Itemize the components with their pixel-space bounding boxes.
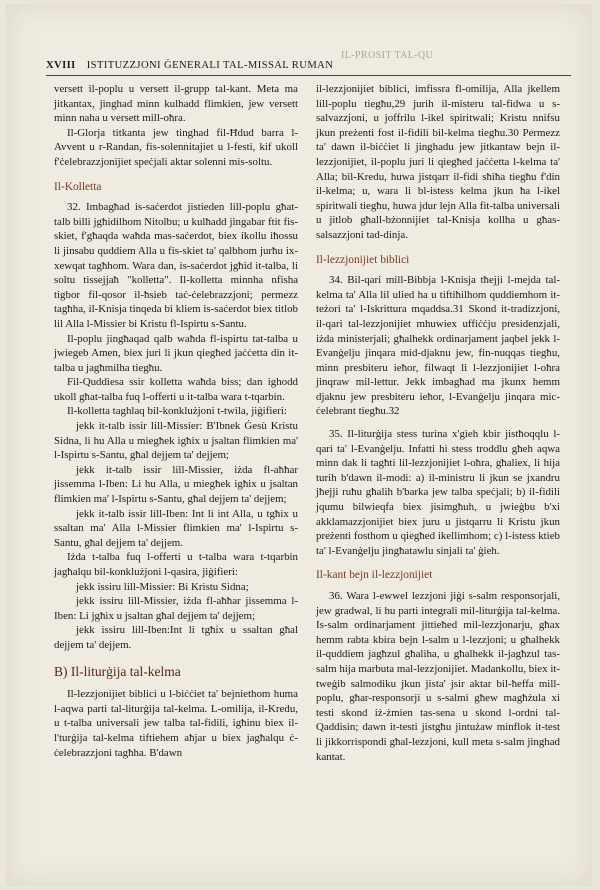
paragraph-32: 32. Imbagħad is-saċerdot jistieden lill-poplu għat-talb billi jgħidilhom Nitolbu; u kulħadd jingabar ftit fis-skiet, f'għaqda waħda mas-saċerdot, biex ikollu iħossu li jinsabu quddiem Alla u fis-skiet ta' qalbhom jurħu ix-xewqat tagħhom. Wara dan, is-saċerdot jgħid it-talba, li soltu tissejjaħ "kolletta". Il-kolletta minnha nfisha tigbor fil-qosor il-ħsieb taċ-ċelebrazzjoni; permezz tagħha, il-Knisja tinqeda bi kliem is-saċerdot biex titlob lil Alla l-Missier bi Kristu fl-Ispirtu s-Santu. bbox=[54, 201, 298, 330]
heading-liturgija-tal-kelma: B) Il-liturġija tal-kelma bbox=[54, 663, 181, 679]
paragraph-34: 34. Bil-qari mill-Bibbja l-Knisja tħejji l-mejda tal-kelma ta' Alla lil ulied ha u tiftiħilhom quddiemhom it-teżori ta' l-Iskrittura mqaddsa.31 Skond it-tradizzjoni, il-qari tal-lezzjonijiet mhuwiex uffiċċju presidenzjali, iżda ministerjali; għalhekk ordinarjament jaqbel jekk l-Evanġelju jinqara mid-djaknu jew, fin-nuqqas tiegħu, minn presbiteru ieħor, filwaqt li l-lezzjonijiet l-oħra jinqraw mil-lettur. Jekk imbagħad ma jkunx hemm djaknu jew presbiteru ieħor, l-Evanġelju jinqara mic-ċelebrant tiegħu.32 bbox=[316, 274, 560, 418]
running-header bbox=[46, 60, 571, 71]
paragraph-poplu: Il-poplu jingħaqad qalb waħda fl-ispirtu tat-talba u jwiegeb Amen, biex juri li jkun qiegħed jaċċetta din it-talba u jagħmilha tiegħu. bbox=[54, 332, 298, 374]
paragraph-intro: versett il-poplu u versett il-grupp tal-kant. Meta ma jitkantax, jinghad minn kulhadd flimkien, jew versett minn naha u versett mill-oħra. bbox=[54, 83, 298, 125]
book-page bbox=[6, 4, 592, 886]
heading-kant-bejn-lezzjonijiet: Il-kant bejn il-lezzjonijiet bbox=[316, 569, 433, 582]
page-number: XVIII bbox=[46, 60, 76, 71]
right-column bbox=[316, 82, 560, 764]
paragraph-36: 36. Wara l-ewwel lezzjoni jiġi s-salm responsorjali, jew gradwal, li hu parti integrali mil-liturġija tal-kelma. Is-salm ordinarjament jittieħed mil-lezzjonarju, għax hemm rabta kbira bejn l-salm u l-lezzjoni; u għalhekk il-quddiem jagħzul għaliha, u għalhekk il-jagħzul tas-salm hija marbuta mal-lezzjonijiet. Madankollu, biex it-tweġib salmodiku jkun jista' jsir aktar bil-ħeffa mill-poplu, għar-responsorji u s-salmi għew magħżula xi testi skond iż-żmien tas-sena u skond l-ordni tal-Qaddisin; dawn it-testi jistgħu jintużaw minflok it-test li jikkorrispondi għal-lezzjoni, kull meta s-salm jinghad kantat. bbox=[316, 590, 560, 763]
heading-lezzjonijiet-biblici: Il-lezzjonijiet biblici bbox=[316, 253, 410, 266]
running-title: ISTITUZZJONI ĠENERALI TAL-MISSAL RUMAN bbox=[86, 60, 334, 71]
paragraph-gloria: Il-Glorja titkanta jew tinghad fil-Ħdud barra l-Avvent u r-Randan, fis-solennitajiet u l-festi, kif ukoll f'ċelebrazzjonijiet speċjali aktar solenni mis-soltu. bbox=[54, 126, 298, 168]
paragraph-konkluzjoni: Il-kolletta taghlaq bil-konklużjoni t-twila, jiġifieri: bbox=[67, 405, 287, 418]
spacer bbox=[316, 419, 560, 427]
left-column bbox=[54, 82, 298, 760]
long-conclusion-son: jekk it-talb issir lill-Iben: Int li int Alla, u tgħix u ssaltan ma' Alla l-Missier flimkien ma' l-Ispirtu s-Santu, għal dejjem ta' dejjem. bbox=[54, 507, 298, 549]
paragraph-35: 35. Il-liturġija stess turina x'gieh kbir jistħoqqlu l-qari ta' l-Evanġelju. Infatti hi stess troddlu għeh aqwa minn dak li tagħti lil-lezzjonijiet l-oħra, għaliex, li hija turih b'dawn il-modi: a) il-ministru li jkun se jxandru jħejji ruħu għalih b'barka jew talba speċjali; b) il-fidili jqumu bilwieqfa biex jisimgħuh, u jwieġbu b'xi akklamazzjonijiet biex juru u jistqarru li Kristu jkun preżenti fosthom u qiegħed ikellimhom; c) l-istess ktieb ta' l-Evanġelju jingħatawlu sinjali ta' ġieh. bbox=[316, 428, 560, 557]
header-rule bbox=[46, 75, 571, 76]
short-conclusion-father-son: jekk issiru lill-Missier, iżda fl-aħħar jissemma l-Iben: Li jgħix u jsaltan għal dejjem ta' dejjem; bbox=[54, 595, 298, 622]
paragraph-offerti: Iżda t-talba fuq l-offerti u t-talba wara t-tqarbin jagħalqu bil-konklużjoni l-qasira, jiġifieri: bbox=[54, 551, 298, 578]
long-conclusion-father-son: jekk it-talb issir lill-Missier, iżda fl-aħħar jissemma l-Iben: Li hu Alla, u miegħek igħix u jsaltan flimkien ma' l-Ispirtu s-Santu, għal dejjem ta' dejjem; bbox=[54, 463, 298, 506]
paragraph-continued: il-lezzjonijiet biblici, imfissra fl-omilija, Alla jkellem lill-poplu tiegħu,29 jurih il-misteru tal-fidwa u s-salvazzjoni, u joffrilu l-ikel spiritwali; Kristu nnifsu jkun preżenti fost il-fidili bil-kelma tiegħu.30 Permezz ta' dawn il-biċċiet li jinghadu jew jitkantaw bejn il-lezzjonijiet, il-poplu juri li qiegħed jaċċetta l-kelma ta' Alla; bil-Kredu, huwa jistqarr il-fidi sħiħa tiegħu f'din il-kelma; u, wara li bl-istess kelma jkun ħa l-ikel spiritwali tiegħu, huwa jdur lejn Alla fit-talba universali u jitlob għall-bżonnijiet tal-Knisja kollha u għas-salsazzjoni tad-dinja. bbox=[316, 83, 560, 241]
short-conclusion-father: jekk issiru lill-Missier: Bi Kristu Sidna; bbox=[76, 580, 249, 593]
paragraph-fil-quddiesa: Fil-Quddiesa ssir kolletta waħda biss; dan ighodd ukoll għat-talba fuq l-offerti u it-talba wara t-tqarbin. bbox=[54, 376, 298, 403]
long-conclusion-father: jekk it-talb issir lill-Missier: B'Ibnek Ġesù Kristu Sidna, li hu Alla u miegħek igħix u jsaltan flimkien ma' l-Ispirtu s-Santu, għal dejjem ta' dejjem; bbox=[54, 420, 298, 462]
paragraph-lezzjonijiet: Il-lezzjonijiet biblici u l-biċċiet ta' bejniethom huma l-aqwa parti tal-liturġija tal-kelma. L-omilija, il-Kredu, u t-talba universali jew talba tal-fidili, igħinu biex il-l'turġija tal-kelma tiftiehem aħjar u biex jagħalqu ċ-ċelebrazzjoni tagħha. B'dawn bbox=[54, 688, 298, 759]
bleed-through-text: IL-PROSIT TAL-QU bbox=[341, 50, 434, 61]
heading-kolletta: Il-Kolletta bbox=[54, 180, 102, 193]
short-conclusion-son: jekk issiru lill-Iben:Int li tgħix u ssaltan għal dejjem ta' dejjem. bbox=[54, 624, 298, 651]
